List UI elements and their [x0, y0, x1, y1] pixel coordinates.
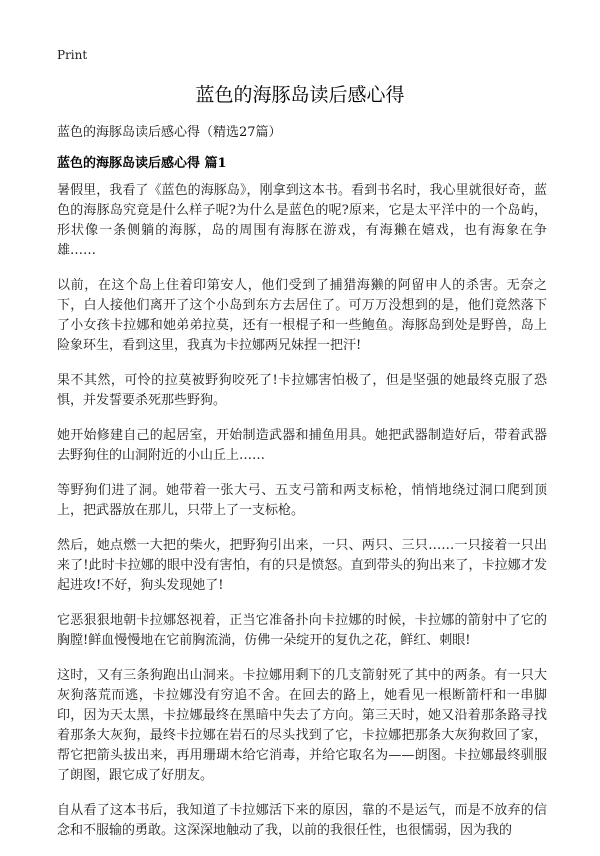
- paragraph: 它恶狠狠地朝卡拉娜怒视着，正当它准备扑向卡拉娜的时候，卡拉娜的箭射中了它的胸膛!鲜血慢慢地在它前胸流淌，仿佛一朵绽开的复仇之花，鲜红、刺眼!: [57, 613, 547, 648]
- paragraph: 等野狗们进了洞。她带着一张大弓、五支弓箭和两支标枪，悄悄地绕过洞口爬到顶上，把武器放在那儿，只带上了一支标枪。: [57, 483, 547, 518]
- paragraph: 这时，又有三条狗跑出山洞来。卡拉娜用剩下的几支箭射死了其中的两条。有一只大灰狗落荒而逃，卡拉娜没有穷追不舍。在回去的路上，她看见一根断箭杆和一串脚印，因为天太黑，卡拉娜最终在黑暗中失去了方向。第三天时，她又沿着那条路寻找着那条大灰狗，最终卡拉娜在岩石的尽头找到了它，卡拉娜把那条大灰狗救回了家，帮它把箭头拔出来，再用珊瑚木给它消毒，并给它取名为——朗图。卡拉娜最终驯服了朗图，跟它成了好朋友。: [57, 668, 547, 783]
- paragraph: 暑假里，我看了《蓝色的海豚岛》，刚拿到这本书。看到书名时，我心里就很好奇，蓝色的海豚岛究竟是什么样子呢?为什么是蓝色的呢?原来，它是太平洋中的一个岛屿，形状像一条侧躺的海豚，岛的周围有海豚在游戏，有海獭在嬉戏，也有海象在争雄……: [57, 183, 547, 258]
- document-subtitle: 蓝色的海豚岛读后感心得（精选27篇）: [57, 125, 282, 140]
- article-body: [57, 181, 547, 856]
- print-link[interactable]: Print: [57, 48, 88, 62]
- section-heading: 蓝色的海豚岛读后感心得 篇1: [57, 156, 227, 171]
- paragraph: 果不其然，可怜的拉莫被野狗咬死了!卡拉娜害怕极了，但是坚强的她最终克服了恐惧，并发誓要杀死那些野狗。: [57, 373, 547, 408]
- paragraph: 自从看了这本书后，我知道了卡拉娜活下来的原因，靠的不是运气，而是不放弃的信念和不服输的勇敢。这深深地触动了我，以前的我很任性，也很懦弱，因为我的: [57, 803, 547, 838]
- paragraph: 她开始修建自己的起居室，开始制造武器和捕鱼用具。她把武器制造好后，带着武器去野狗住的山洞附近的小山丘上……: [57, 428, 547, 463]
- paragraph: 以前，在这个岛上住着印第安人，他们受到了捕猎海獭的阿留申人的杀害。无奈之下，白人接他们离开了这个小岛到东方去居住了。可万万没想到的是，他们竟然落下了小女孩卡拉娜和她弟弟拉莫，还有一根棍子和一些鲍鱼。海豚岛到处是野兽，岛上险象环生，看到这里，我真为卡拉娜两兄妹捏一把汗!: [57, 278, 547, 353]
- paragraph: 然后，她点燃一大把的柴火，把野狗引出来，一只、两只、三只……一只接着一只出来了!此时卡拉娜的眼中没有害怕，有的只是愤怒。直到带头的狗出来了，卡拉娜才发起进攻!不好，狗头发现她了!: [57, 538, 547, 593]
- page-title: 蓝色的海豚岛读后感心得: [195, 84, 405, 106]
